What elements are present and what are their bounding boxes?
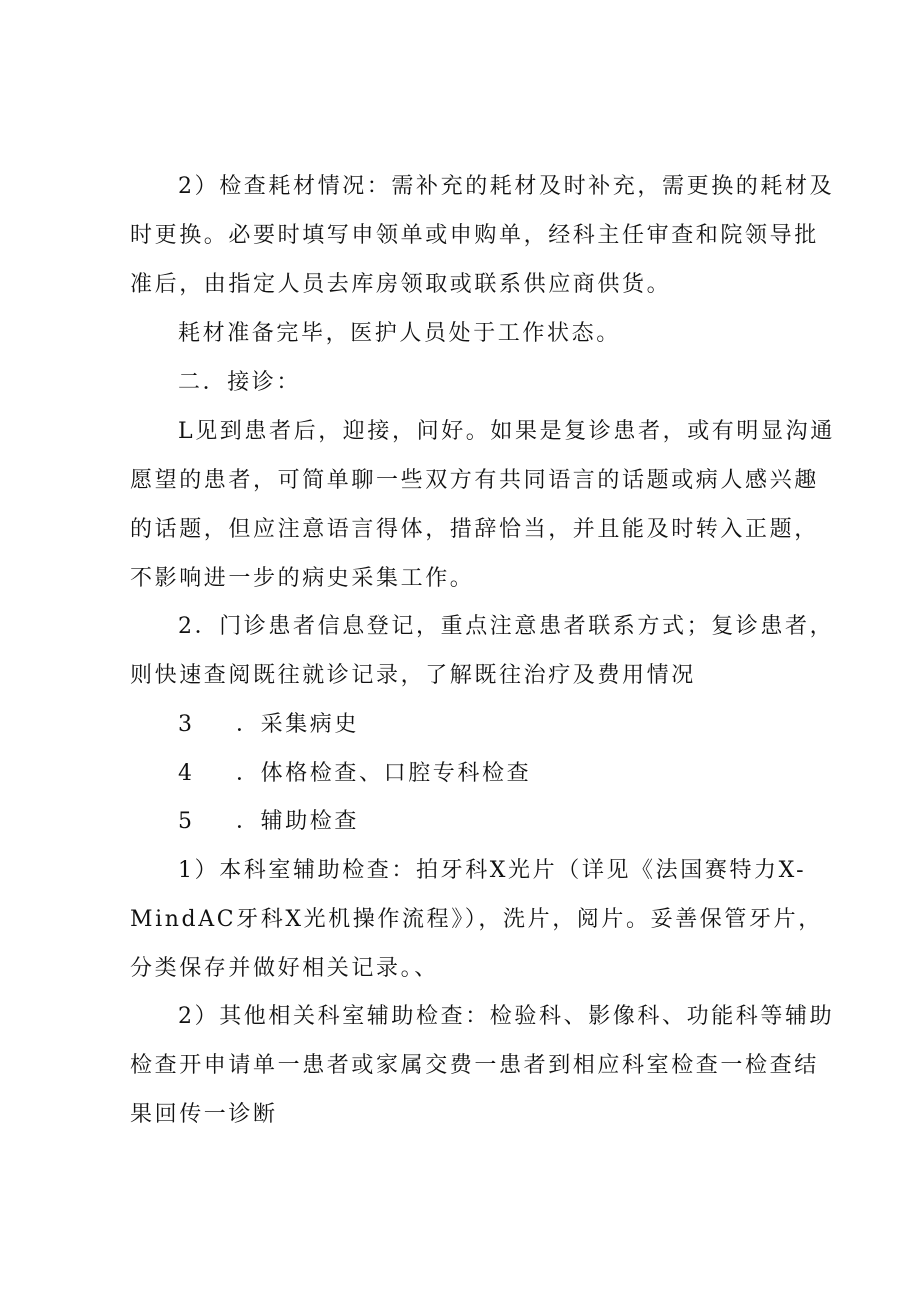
- item-text: ．体格检查、口腔专科检查: [236, 761, 532, 786]
- paragraph-10-line-2: 检查开申请单一患者或家属交费一患者到相应科室检查一检查结: [130, 1053, 819, 1078]
- item-text: ．辅助检查: [236, 809, 360, 834]
- paragraph-5-line-2: 则快速查阅既往就诊记录，了解既往治疗及费用情况: [130, 663, 696, 688]
- item-text: ．采集病史: [236, 712, 360, 737]
- paragraph-9-line-1: 1）本科室辅助检查：拍牙科X光片（详见《法国赛特力X-: [178, 858, 807, 883]
- paragraph-9-line-2: MindAC牙科X光机操作流程》），洗片，阅片。妥善保管牙片，: [130, 907, 823, 932]
- paragraph-4-line-3: 的话题，但应注意语言得体，措辞恰当，并且能及时转入正题，: [130, 517, 819, 542]
- section-heading-reception: 二．接诊：: [178, 370, 302, 395]
- numbered-item-4: [178, 760, 531, 788]
- paragraph-10-line-3: 果回传一诊断: [130, 1102, 278, 1127]
- paragraph-1-line-3: 准后，由指定人员去库房领取或联系供应商供货。: [130, 272, 672, 297]
- item-number: 4: [178, 761, 195, 786]
- paragraph-9-line-3: 分类保存并做好相关记录。、: [130, 956, 439, 981]
- paragraph-4-line-2: 愿望的患者，可简单聊一些双方有共同语言的话题或病人感兴趣: [130, 468, 819, 493]
- paragraph-2-line-1: 耗材准备完毕，医护人员处于工作状态。: [178, 321, 621, 346]
- numbered-item-3: [178, 711, 359, 739]
- paragraph-10-line-1: 2）其他相关科室辅助检查：检验科、影像科、功能科等辅助: [178, 1004, 835, 1029]
- paragraph-5-line-1: 2．门诊患者信息登记，重点注意患者联系方式；复诊患者，: [178, 614, 835, 639]
- numbered-item-5: [178, 808, 359, 836]
- paragraph-4-line-1: L见到患者后，迎接，问好。如果是复诊患者，或有明显沟通: [178, 419, 835, 444]
- paragraph-1-line-2: 时更换。必要时填写申领单或申购单，经科主任审查和院领导批: [130, 223, 819, 248]
- item-number: 5: [178, 809, 195, 834]
- paragraph-1-line-1: 2）检查耗材情况：需补充的耗材及时补充，需更换的耗材及: [178, 174, 835, 199]
- paragraph-4-line-4: 不影响进一步的病史采集工作。: [130, 566, 475, 591]
- item-number: 3: [178, 712, 195, 737]
